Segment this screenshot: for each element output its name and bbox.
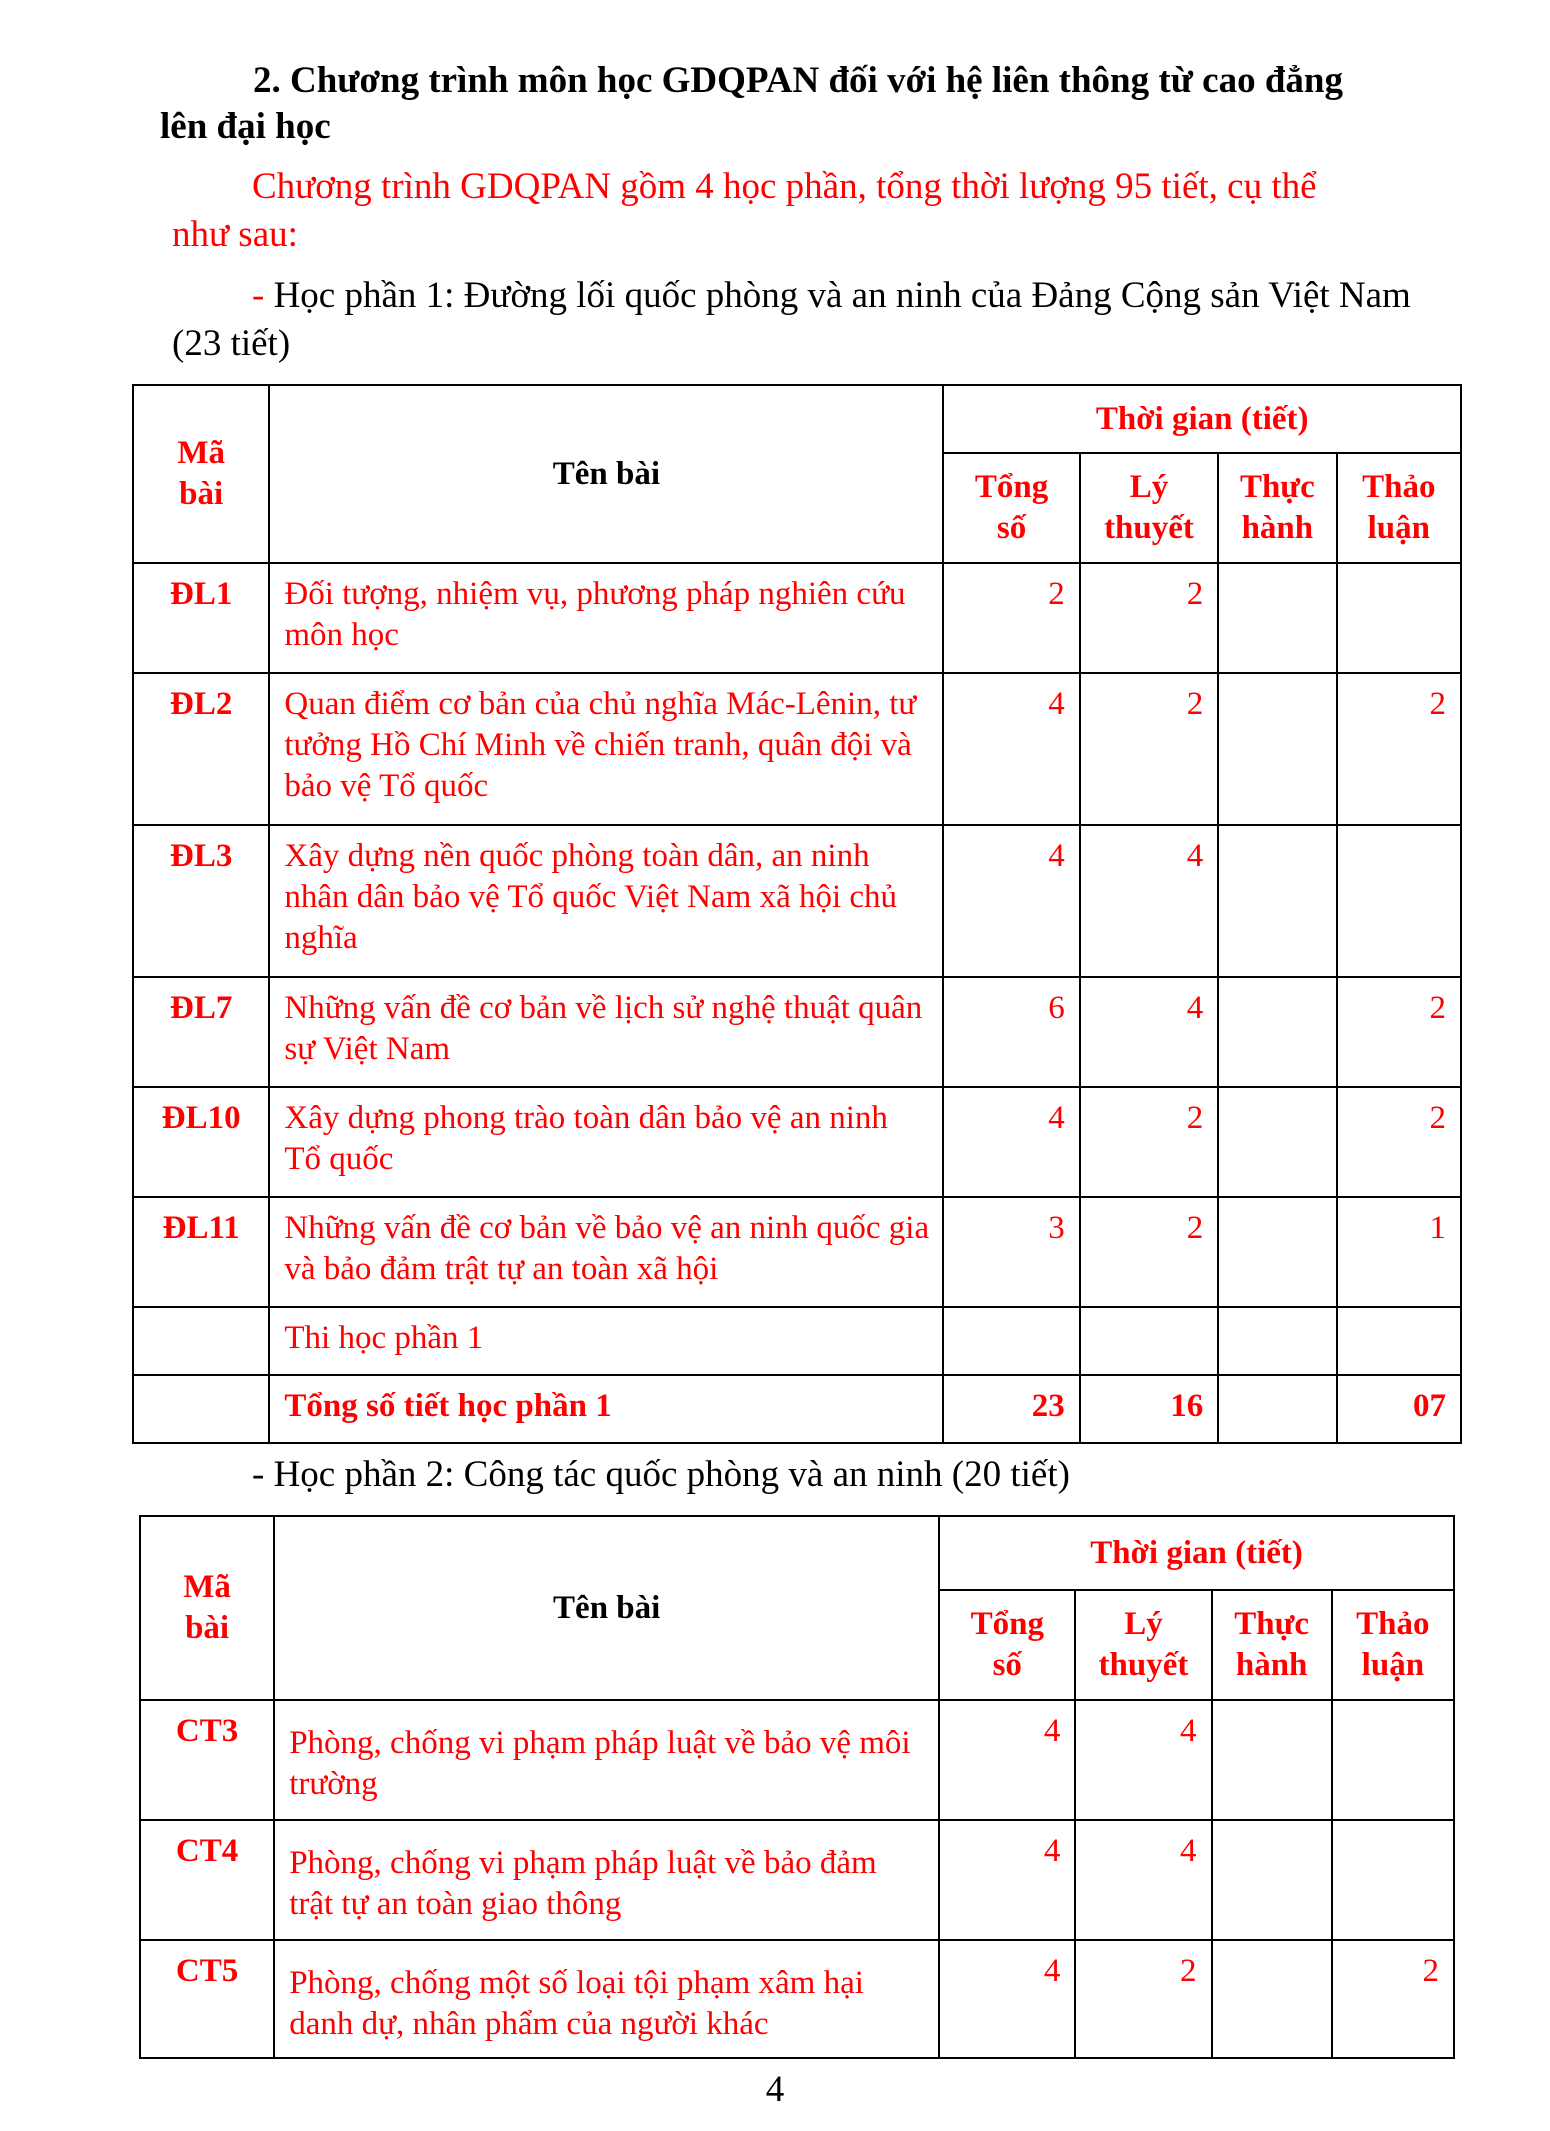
row-name: Đối tượng, nhiệm vụ, phương pháp nghiên cứu môn học	[269, 563, 943, 673]
table-row	[133, 1087, 1461, 1197]
header-discussion: Thảo luận	[1337, 453, 1461, 563]
row-discussion	[1332, 1820, 1454, 1940]
row-practice	[1218, 1197, 1336, 1307]
row-code: CT4	[140, 1820, 274, 1940]
row-code	[133, 1307, 269, 1375]
row-discussion: 1	[1337, 1197, 1461, 1307]
module2-table	[139, 1515, 1455, 2059]
total-code	[133, 1375, 269, 1443]
total-label: Tổng số tiết học phần 1	[269, 1375, 943, 1443]
row-code: ĐL1	[133, 563, 269, 673]
row-name: Xây dựng phong trào toàn dân bảo vệ an ninh Tổ quốc	[269, 1087, 943, 1197]
header-time: Thời gian (tiết)	[939, 1516, 1454, 1590]
row-name: Phòng, chống vi phạm pháp luật về bảo vệ môi trường	[274, 1700, 939, 1820]
intro-paragraph	[172, 163, 1422, 259]
row-discussion	[1332, 1700, 1454, 1820]
row-code: CT5	[140, 1940, 274, 2058]
header-practice: Thực hành	[1218, 453, 1336, 563]
header-total: Tổng số	[939, 1590, 1075, 1700]
header-theory: Lý thuyết	[1080, 453, 1218, 563]
row-total: 4	[943, 1087, 1079, 1197]
row-code: ĐL7	[133, 977, 269, 1087]
row-practice	[1218, 673, 1336, 825]
row-code: ĐL2	[133, 673, 269, 825]
row-theory: 4	[1080, 977, 1218, 1087]
row-theory: 2	[1080, 673, 1218, 825]
row-discussion: 2	[1337, 673, 1461, 825]
row-total	[943, 1307, 1079, 1375]
row-total: 4	[943, 825, 1079, 977]
row-code: ĐL11	[133, 1197, 269, 1307]
header-code: Mã bài	[140, 1516, 274, 1700]
row-theory: 2	[1080, 1197, 1218, 1307]
module1-table	[132, 384, 1462, 1444]
row-discussion	[1337, 1307, 1461, 1375]
row-practice	[1218, 1307, 1336, 1375]
module1-label-line1: Học phần 1: Đường lối quốc phòng và an ninh của Đảng Cộng sản Việt Nam	[264, 275, 1411, 316]
row-total: 4	[939, 1700, 1075, 1820]
row-theory	[1080, 1307, 1218, 1375]
row-practice	[1218, 977, 1336, 1087]
row-discussion: 2	[1337, 1087, 1461, 1197]
row-discussion	[1337, 825, 1461, 977]
row-name: Xây dựng nền quốc phòng toàn dân, an ninh nhân dân bảo vệ Tổ quốc Việt Nam xã hội chủ nghĩa	[269, 825, 943, 977]
table-row	[133, 825, 1461, 977]
row-code: ĐL10	[133, 1087, 269, 1197]
table-row	[140, 1940, 1454, 2058]
table-total-row	[133, 1375, 1461, 1443]
row-discussion: 2	[1332, 1940, 1454, 2058]
section-heading	[160, 58, 1420, 150]
row-total: 4	[939, 1940, 1075, 2058]
row-total: 3	[943, 1197, 1079, 1307]
row-total: 4	[943, 673, 1079, 825]
row-total: 4	[939, 1820, 1075, 1940]
intro-line2: như sau:	[172, 214, 298, 255]
row-theory: 2	[1075, 1940, 1211, 2058]
module1-label	[172, 272, 1432, 368]
total-total: 23	[943, 1375, 1079, 1443]
header-time: Thời gian (tiết)	[943, 385, 1461, 453]
header-name: Tên bài	[269, 385, 943, 563]
module2-label: - Học phần 2: Công tác quốc phòng và an ninh (20 tiết)	[252, 1454, 1070, 1495]
row-practice	[1212, 1940, 1332, 2058]
row-practice	[1218, 563, 1336, 673]
row-practice	[1212, 1700, 1332, 1820]
row-code: CT3	[140, 1700, 274, 1820]
header-theory: Lý thuyết	[1075, 1590, 1211, 1700]
row-total: 6	[943, 977, 1079, 1087]
table-row	[133, 673, 1461, 825]
table-row	[133, 1197, 1461, 1307]
row-name: Thi học phần 1	[269, 1307, 943, 1375]
page-number: 4	[765, 2069, 785, 2110]
row-name: Quan điểm cơ bản của chủ nghĩa Mác-Lênin, tư tưởng Hồ Chí Minh về chiến tranh, quân đội và bảo vệ Tổ quốc	[269, 673, 943, 825]
total-theory: 16	[1080, 1375, 1218, 1443]
row-name: Phòng, chống vi phạm pháp luật về bảo đảm trật tự an toàn giao thông	[274, 1820, 939, 1940]
total-practice	[1218, 1375, 1336, 1443]
row-total: 2	[943, 563, 1079, 673]
module1-dash: -	[252, 275, 265, 316]
header-practice: Thực hành	[1212, 1590, 1332, 1700]
row-theory: 4	[1075, 1700, 1211, 1820]
row-theory: 4	[1080, 825, 1218, 977]
row-code: ĐL3	[133, 825, 269, 977]
row-name: Những vấn đề cơ bản về lịch sử nghệ thuật quân sự Việt Nam	[269, 977, 943, 1087]
header-code: Mã bài	[133, 385, 269, 563]
table-row	[133, 563, 1461, 673]
table-row	[140, 1820, 1454, 1940]
section-heading-line2: lên đại học	[160, 106, 331, 147]
row-theory: 2	[1080, 1087, 1218, 1197]
header-total: Tổng số	[943, 453, 1079, 563]
row-theory: 4	[1075, 1820, 1211, 1940]
row-discussion: 2	[1337, 977, 1461, 1087]
section-heading-line1: 2. Chương trình môn học GDQPAN đối với hệ liên thông từ cao đẳng	[253, 60, 1343, 101]
table-row	[133, 977, 1461, 1087]
row-discussion	[1337, 563, 1461, 673]
table-row	[133, 1307, 1461, 1375]
row-theory: 2	[1080, 563, 1218, 673]
row-practice	[1218, 825, 1336, 977]
row-name: Phòng, chống một số loại tội phạm xâm hại danh dự, nhân phẩm của người khác	[274, 1940, 939, 2058]
row-name: Những vấn đề cơ bản về bảo vệ an ninh quốc gia và bảo đảm trật tự an toàn xã hội	[269, 1197, 943, 1307]
table-row	[140, 1700, 1454, 1820]
row-practice	[1218, 1087, 1336, 1197]
row-practice	[1212, 1820, 1332, 1940]
module1-label-line2: (23 tiết)	[172, 323, 291, 364]
header-discussion: Thảo luận	[1332, 1590, 1454, 1700]
total-discussion: 07	[1337, 1375, 1461, 1443]
intro-line1: Chương trình GDQPAN gồm 4 học phần, tổng thời lượng 95 tiết, cụ thể	[252, 166, 1317, 207]
header-name: Tên bài	[274, 1516, 939, 1700]
